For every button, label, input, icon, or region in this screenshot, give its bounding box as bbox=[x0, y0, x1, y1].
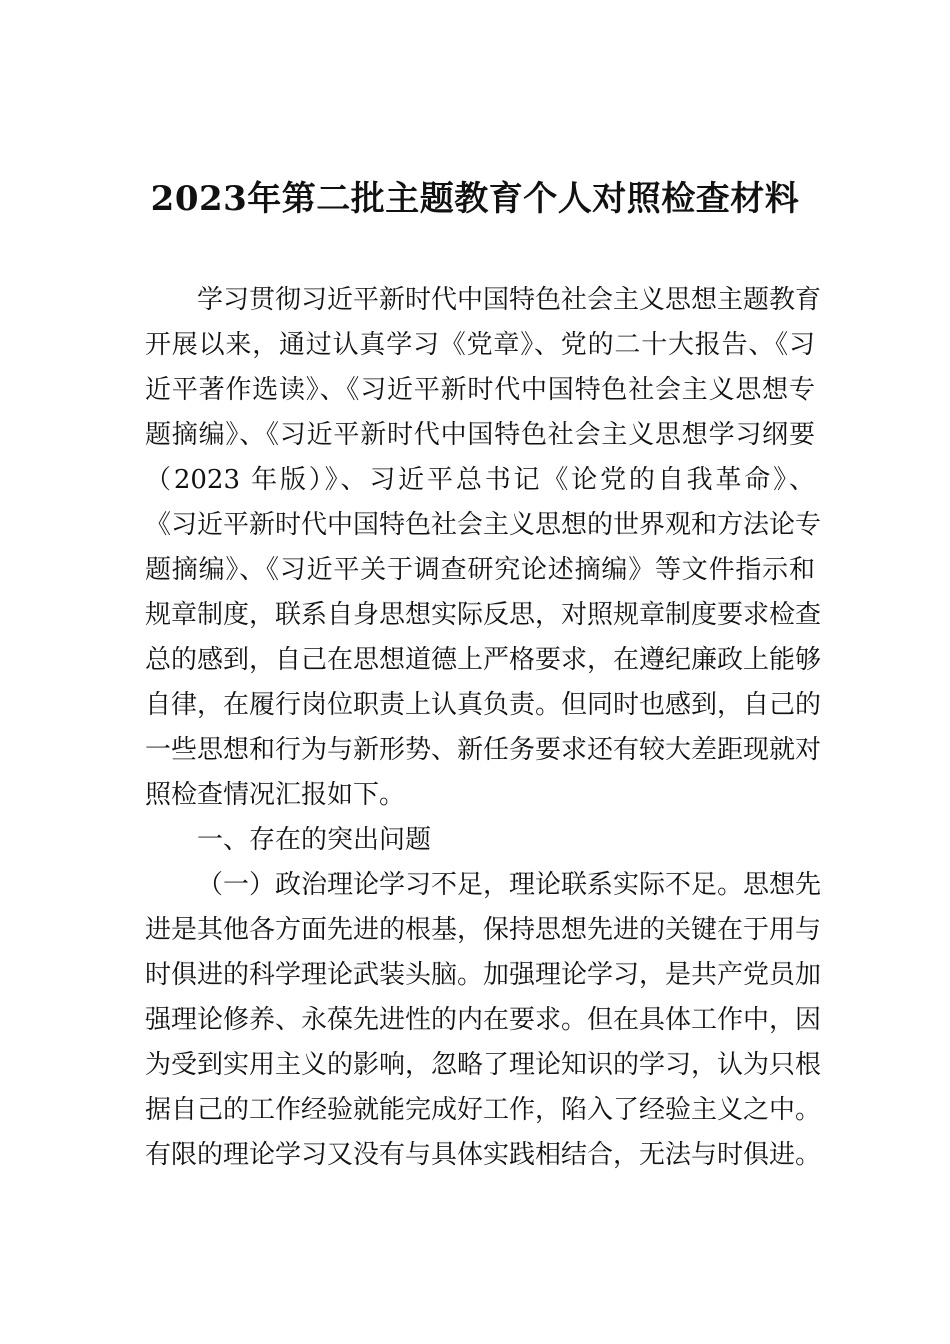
intro-line: 题摘编》、《习近平关于调查研究论述摘编》等文件指示和 bbox=[145, 555, 815, 585]
section-heading: 一、存在的突出问题 bbox=[197, 825, 432, 855]
intro-line: 照检查情况汇报如下。 bbox=[145, 780, 406, 810]
intro-line: 总的感到，自己在思想道德上严格要求，在遵纪廉政上能够 bbox=[145, 645, 822, 675]
intro-line: （2023 年版）》、习近平总书记《论党的自我革命》、 bbox=[145, 465, 815, 495]
document-body bbox=[145, 278, 822, 1178]
intro-line: 一些思想和行为与新形势、新任务要求还有较大差距现就对 bbox=[145, 735, 822, 765]
intro-line: 学习贯彻习近平新时代中国特色社会主义思想主题教育 bbox=[197, 285, 822, 315]
section-line: 进是其他各方面先进的根基，保持思想先进的关键在于用与 bbox=[145, 915, 822, 945]
intro-line: 开展以来，通过认真学习《党章》、党的二十大报告、《习 bbox=[145, 330, 815, 360]
section-line: 有限的理论学习又没有与具体实践相结合，无法与时俱进。 bbox=[145, 1140, 822, 1170]
section-line: 为受到实用主义的影响，忽略了理论知识的学习，认为只根 bbox=[145, 1050, 822, 1080]
intro-line: 近平著作选读》、《习近平新时代中国特色社会主义思想专 bbox=[145, 375, 815, 405]
section-line: （一）政治理论学习不足，理论联系实际不足。思想先 bbox=[197, 870, 822, 900]
intro-line: 规章制度，联系自身思想实际反思，对照规章制度要求检查 bbox=[145, 600, 822, 630]
intro-line: 题摘编》、《习近平新时代中国特色社会主义思想学习纲要 bbox=[145, 420, 815, 450]
section-line: 时俱进的科学理论武装头脑。加强理论学习，是共产党员加 bbox=[145, 960, 822, 990]
section-line: 据自己的工作经验就能完成好工作，陷入了经验主义之中。 bbox=[145, 1095, 822, 1125]
section-line: 强理论修养、永葆先进性的内在要求。但在具体工作中，因 bbox=[145, 1005, 822, 1035]
document-title: 2023年第二批主题教育个人对照检查材料 bbox=[150, 179, 800, 219]
intro-line: 《习近平新时代中国特色社会主义思想的世界观和方法论专 bbox=[145, 510, 822, 540]
intro-line: 自律，在履行岗位职责上认真负责。但同时也感到，自己的 bbox=[145, 690, 822, 720]
